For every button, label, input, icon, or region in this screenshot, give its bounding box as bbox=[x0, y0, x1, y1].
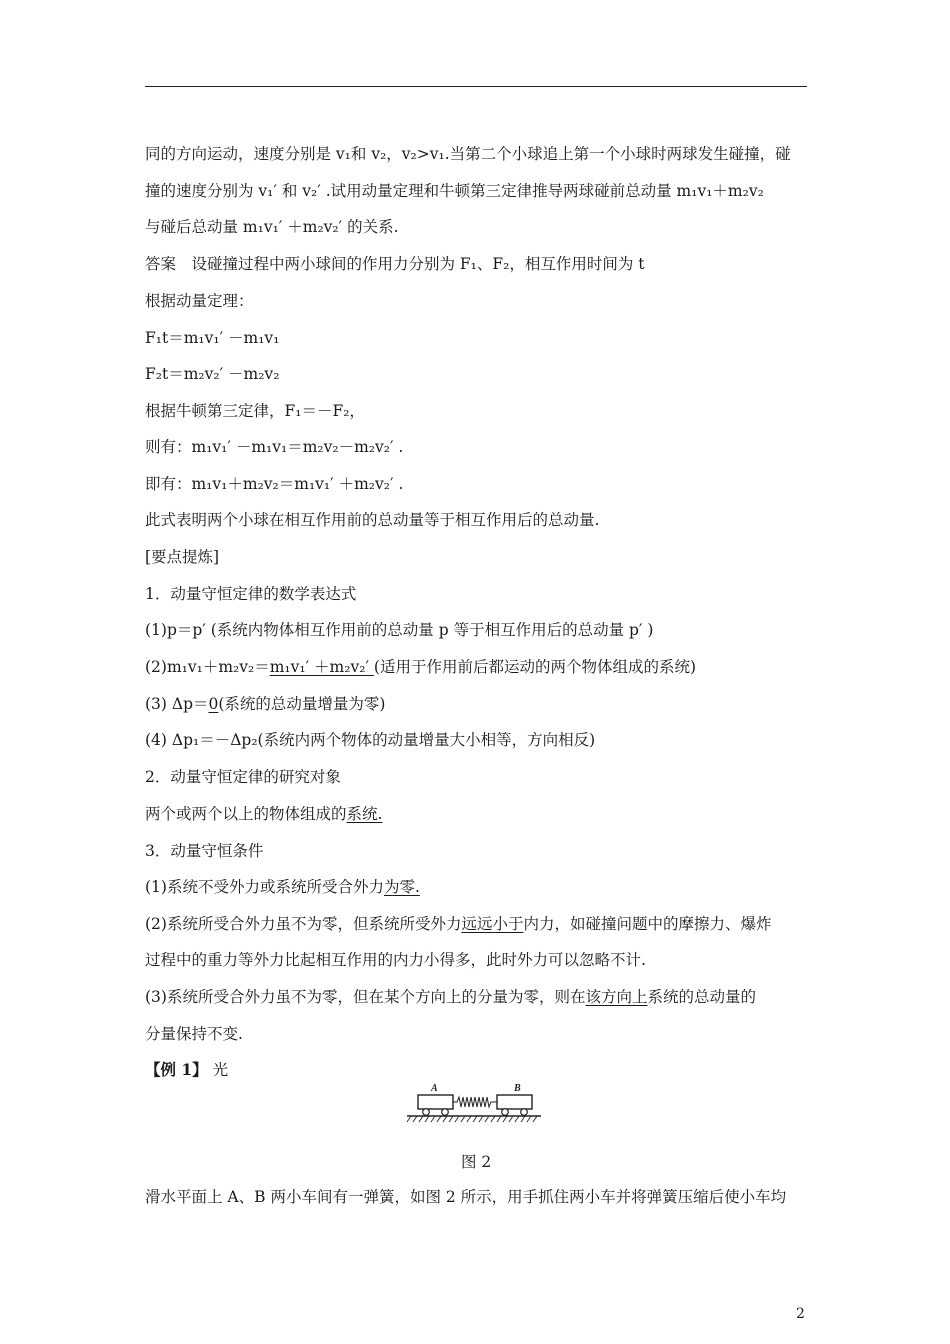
equation-line: 则有：m₁v₁′ －m₁v₁＝m₂v₂－m₂v₂′ . bbox=[145, 438, 404, 456]
text-line: 分量保持不变. bbox=[145, 1025, 243, 1043]
blank-answer: 0 bbox=[208, 695, 219, 713]
text-line: 根据牛顿第三定律，F₁＝－F₂， bbox=[145, 402, 365, 420]
example-label: 【例 1】 光 bbox=[145, 1060, 229, 1079]
text-line: 过程中的重力等外力比起相互作用的内力小得多，此时外力可以忽略不计. bbox=[145, 951, 646, 969]
list-item: (4) Δp₁＝－Δp₂(系统内两个物体的动量增量大小相等，方向相反) bbox=[145, 731, 596, 749]
text-line: 同的方向运动，速度分别是 v₁和 v₂，v₂>v₁.当第二个小球追上第一个小球时两球发生碰撞，碰 bbox=[145, 145, 791, 163]
cart-b-label: B bbox=[514, 1083, 521, 1094]
text-line: 滑水平面上 A、B 两小车间有一弹簧，如图 2 所示，用手抓住两小车并将弹簧压缩后使小车均 bbox=[145, 1188, 787, 1206]
page-number: 2 bbox=[796, 1306, 805, 1322]
answer-line: 答案 设碰撞过程中两小球间的作用力分别为 F₁、F₂，相互作用时间为 t bbox=[145, 255, 645, 273]
blank-answer: 系统. bbox=[346, 805, 383, 823]
subheading: 3．动量守恒条件 bbox=[145, 842, 264, 860]
blank-answer: m₁v₁′ ＋m₂v₂′ bbox=[269, 658, 374, 676]
text-line: 根据动量定理： bbox=[145, 292, 254, 310]
text-line: 与碰后总动量 m₁v₁′ ＋m₂v₂′ 的关系. bbox=[145, 218, 399, 236]
figure-caption: 图 2 bbox=[461, 1153, 492, 1171]
header-rule bbox=[145, 86, 807, 87]
list-item: (1)p＝p′ (系统内物体相互作用前的总动量 p 等于相互作用后的总动量 p′ ) bbox=[145, 621, 654, 639]
list-item: (2)m₁v₁＋m₂v₂＝m₁v₁′ ＋m₂v₂′ (适用于作用前后都运动的两个物体组成的系统) bbox=[145, 658, 696, 676]
text-line: 此式表明两个小球在相互作用前的总动量等于相互作用后的总动量. bbox=[145, 511, 600, 529]
blank-answer: 该方向上 bbox=[585, 988, 648, 1006]
subheading: 1．动量守恒定律的数学表达式 bbox=[145, 585, 357, 603]
blank-answer: 为零. bbox=[383, 878, 420, 896]
list-item: (3) Δp＝0(系统的总动量增量为零) bbox=[145, 695, 386, 713]
blank-answer: 远远小于 bbox=[461, 915, 524, 933]
text-line: 两个或两个以上的物体组成的系统. bbox=[145, 805, 383, 823]
two-carts-spring-figure bbox=[405, 1078, 545, 1128]
subheading: 2．动量守恒定律的研究对象 bbox=[145, 768, 341, 786]
list-item: (3)系统所受合外力虽不为零，但在某个方向上的分量为零，则在该方向上系统的总动量的 bbox=[145, 988, 756, 1006]
list-item: (1)系统不受外力或系统所受合外力为零. bbox=[145, 878, 420, 896]
equation-line: F₁t＝m₁v₁′ －m₁v₁ bbox=[145, 329, 280, 347]
equation-line: F₂t＝m₂v₂′ －m₂v₂ bbox=[145, 365, 280, 383]
list-item: (2)系统所受合外力虽不为零，但系统所受外力远远小于内力，如碰撞问题中的摩擦力、爆炸 bbox=[145, 915, 772, 933]
cart-a-label: A bbox=[431, 1083, 438, 1094]
text-line: 撞的速度分别为 v₁′ 和 v₂′ .试用动量定理和牛顿第三定律推导两球碰前总动量 m₁v₁＋m₂v₂ bbox=[145, 182, 764, 200]
equation-line: 即有：m₁v₁＋m₂v₂＝m₁v₁′ ＋m₂v₂′ . bbox=[145, 475, 404, 493]
section-heading: [要点提炼] bbox=[145, 548, 220, 566]
